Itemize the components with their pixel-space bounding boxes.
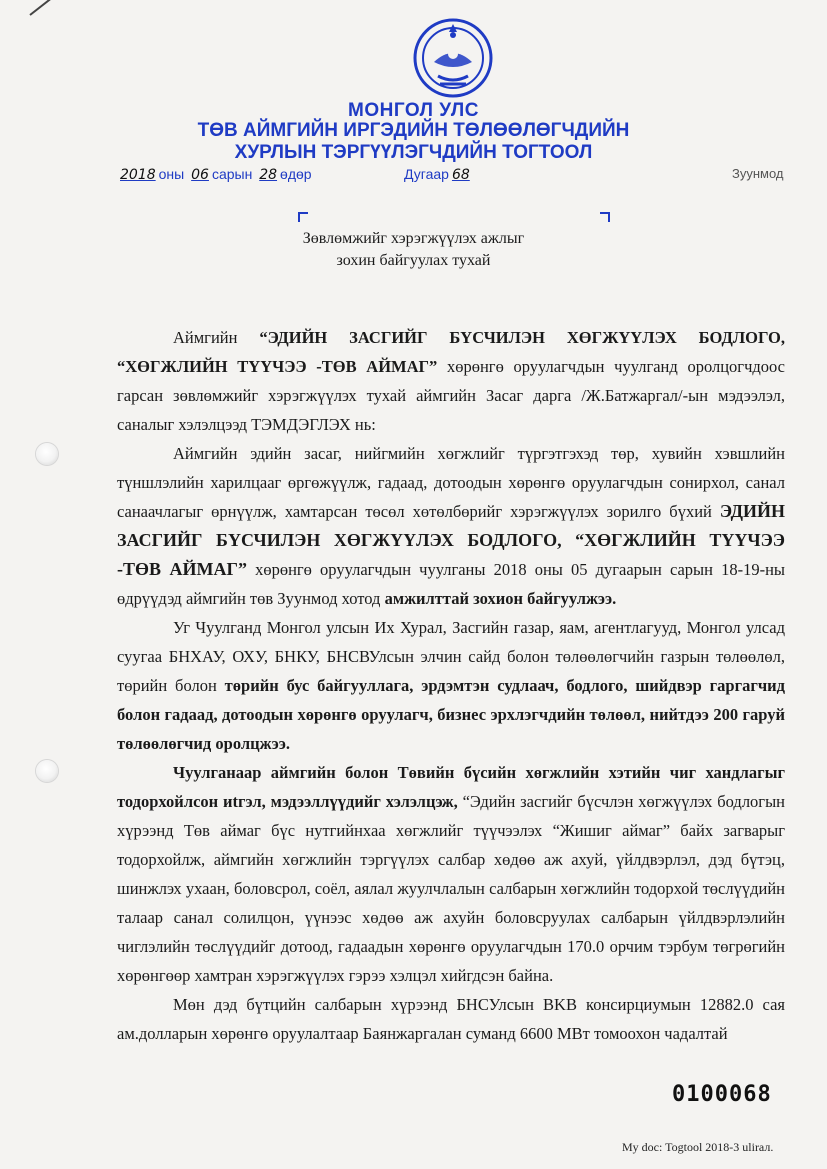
date-field	[117, 166, 312, 183]
date-year-suffix: оны	[158, 166, 185, 182]
date-day-suffix: өдөр	[280, 166, 312, 182]
date-month: 06	[191, 167, 209, 183]
subject-bracket-right	[600, 212, 610, 222]
paragraph-4-text: “Эдийн засгийг бүсчлэн хөгжүүлэх бодлогын хүрээнд Төв аймаг бүс нутгийнхаа хөгжлийг түүчээлэх “Жишиг аймаг” байх загварыг тодорхойлж, аймгийн хөгжлийн тэргүүлэх салбар хөдөө аж ахуй, үйлдвэрлэл, дэд бүтэц, шинжлэх ухаан, боловсрол, соёл, аялал жуулчлалын салбарын хөгжлийн тодорхой төслүүдийн талаар санал солилцон, үүнээс хөдөө аж ахуйн боловсруулах салбарын үйлдвэрлэлийн чиглэлийн төслүүдийг дотоод, гадаадын хөрөнгө оруулагчдын 170.0 орчим тэрбум төгрөгийн хөрөнгөөр хамтран хэрэгжүүлэх гэрээ хэлцэл хийгдсэн байна.	[117, 792, 785, 985]
pen-stroke-mark	[29, 0, 66, 16]
date-day: 28	[259, 167, 278, 183]
number-field	[404, 166, 473, 183]
subject-line-2: зохин байгуулах тухай	[336, 252, 491, 269]
paragraph-2-bold: ЭДИЙН ЗАСГИЙГ БҮСЧИЛЭН ХӨГЖҮҮЛЭХ БОДЛОГО, “ХӨГЖЛИЙН ТҮҮЧЭЭ -ТӨВ АЙМАГ”	[117, 501, 785, 579]
subject-bracket-left	[298, 212, 308, 222]
paragraph-1-text-end: хөрөнгө оруулагчдын чуулганд оролцогчдоос гарсан зөвлөмжийг хэрэгжүүлэх тухай аймгийн Засаг дарга /Ж.Батжаргал/-ын мэдээлэл, саналыг хэлэлцээд ТЭМДЭГЛЭХ нь:	[117, 357, 785, 434]
paragraph-5	[117, 990, 785, 1048]
paragraph-4-bold: Чуулганаар аймгийн болон Төвийн бүсийн хөгжлийн хэтийн чиг хандлагыг тодорхойлсон иtгэл, мэдээллүүдийг хэлэлцэж,	[117, 763, 785, 811]
date-month-suffix: сарын	[211, 166, 253, 182]
serial-number: 0100068	[672, 1082, 772, 1107]
document-number: 68	[451, 167, 470, 183]
paragraph-2	[117, 439, 785, 613]
number-label: Дугаар	[404, 166, 449, 182]
header-line-3: ХУРЛЫН ТЭРГҮҮЛЭГЧДИЙН ТОГТООЛ	[234, 142, 593, 163]
paragraph-3-bold: төрийн бус байгууллага, эрдэмтэн судлаач, бодлого, шийдвэр гаргагчид болон гадаад, дотоодын хөрөнгө оруулагч, бизнес эрхлэгчдийн төлөөл, нийтдээ 200 гаруй төлөөлөгчид оролцжээ.	[117, 676, 785, 753]
subject-title	[0, 228, 827, 272]
paragraph-3	[117, 613, 785, 758]
place-name: Зуунмод	[732, 166, 784, 181]
paragraph-2-text-middle: хөрөнгө оруулагчдын чуулганы 2018 оны 05 дугаарын сарын 18-19-ны өдрүүдэд аймгийн төв Зуунмод хотод	[117, 560, 786, 608]
paragraph-5-text: Мөн дэд бүтцийн салбарын хүрээнд БНСУлсын BKB консирциумын 12882.0 сая ам.долларын хөрөнгө оруулалтаар Баянжаргалан суманд 6600 МВт томоохон чадалтай	[117, 995, 785, 1043]
paragraph-3-text: Уг Чуулганд Монгол улсын Их Хурал, Засгийн газар, яам, агентлагууд, Монгол улсад суугаа БНХАУ, ОХУ, БНКУ, БНСВУлсын элчин сайд болон төлөөлөгчийн газрын төлөөлөл, төрийн болон	[117, 618, 785, 695]
punch-hole	[36, 443, 58, 465]
paragraph-1-bold: “ЭДИЙН ЗАСГИЙГ БҮСЧИЛЭН ХӨГЖҮҮЛЭХ БОДЛОГО, “ХӨГЖЛИЙН ТҮҮЧЭЭ -ТӨВ АЙМАГ”	[117, 328, 785, 376]
paragraph-1	[117, 323, 785, 439]
paragraph-1-text: Аймгийн	[173, 328, 260, 347]
paragraph-2-bold-end: амжилттай зохион байгуулжээ.	[384, 589, 617, 608]
punch-hole	[36, 760, 58, 782]
header-country: МОНГОЛ УЛС	[348, 100, 479, 121]
date-year: 2018	[120, 167, 156, 183]
paragraph-4	[117, 758, 785, 990]
subject-line-1: Зөвлөмжийг хэрэгжүүлэх ажлыг	[302, 230, 525, 247]
footer-note: My doc: Togtool 2018-3 ulirал.	[622, 1140, 774, 1154]
paragraph-2-text: Аймгийн эдийн засаг, нийгмийн хөгжлийг түргэтгэхэд төр, хувийн хэвшлийн түншлэлийн харилцааг өргөжүүлж, гадаад, дотоодын хөрөнгө оруулагчдын сонирхол, санал санаачлагыг өрнүүлж, хамтарсан төсөл хөтөлбөрийг хэрэгжүүлэх зорилго бүхий	[117, 444, 785, 521]
header-line-2: ТӨВ АЙМГИЙН ИРГЭДИЙН ТӨЛӨӨЛӨГЧДИЙН	[197, 120, 630, 141]
state-emblem-icon	[410, 14, 496, 100]
document-body	[117, 323, 785, 1048]
